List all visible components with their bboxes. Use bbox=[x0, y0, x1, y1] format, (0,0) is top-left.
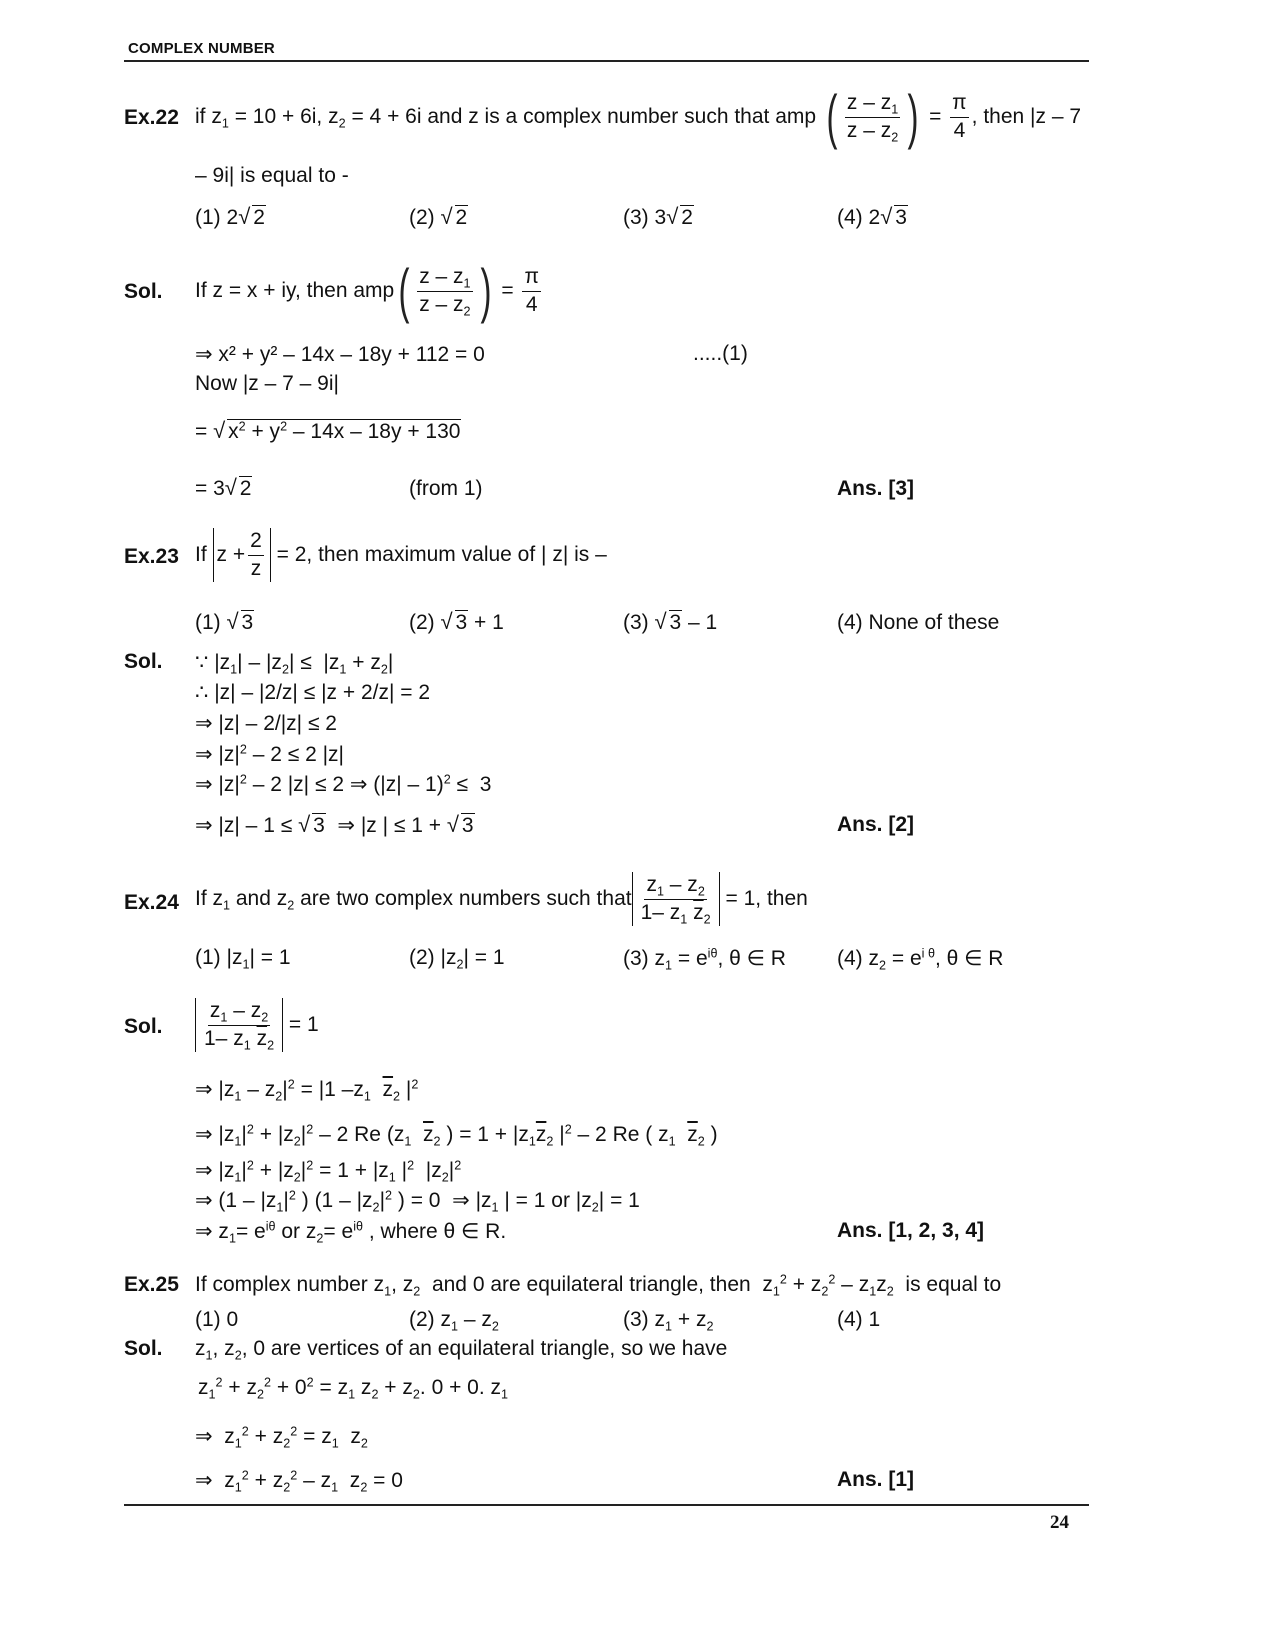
equation-tag: .....(1) bbox=[693, 342, 748, 365]
solution-line: ⇒ $|z_1|^2 + |z_2|^2 - 2$ Re ($z_1$ $\overline{z}_2$ ) = $1 + |z_1\overline{z}_2$ $|^2 - 2$ Re ( $z_1$ $\overline{z}_2$ ) bbox=[195, 1122, 718, 1149]
solution-line: ⇒ $z_1^2 + z_2^2 = z_1$ $z_2$ bbox=[195, 1424, 368, 1451]
option-1: (1) 2 √ 2 bbox=[195, 206, 266, 230]
example-label: Ex.24 bbox=[124, 891, 179, 914]
example-22-question: if $z_1 = 10 + 6i$, $z_2 = 4 + 6i$ and z is a complex number such that amp ( $\frac{z - z_1}{z - z_2}$ ) = $\frac{\pi}{4}$ , then |z – 7 bbox=[195, 83, 1082, 150]
solution-line: ⇒ $|z|^2 - 2 \le 2$ |z| bbox=[195, 742, 345, 766]
solution-line: If z = x + iy, then amp ( $\frac{z - z_1}{z - z_2}$ ) = $\frac{\pi}{4}$ bbox=[195, 257, 539, 324]
solution-line: ∴ |z| – |2/z| ≤ |z + 2/z| = 2 bbox=[195, 681, 431, 704]
solution-line: ⇒ $z_1^2 + z_2^2 - z_1$ $z_2 = 0$ bbox=[195, 1468, 403, 1495]
option-2: (2) √ 3 + 1 bbox=[409, 611, 504, 635]
solution-line: ⇒ |z| – 1 ≤ √ 3 ⇒ |z | ≤ 1 + √ 3 bbox=[195, 813, 475, 838]
option-3: (3) √ 3 – 1 bbox=[623, 611, 717, 635]
option-2: (2) $|z_2| = 1$ bbox=[409, 946, 505, 972]
option-4: (4) 2 √ 3 bbox=[837, 206, 908, 230]
solution-line: $z_1$, $z_2$, 0 are vertices of an equilateral triangle, so we have bbox=[195, 1337, 728, 1363]
question-continuation: – 9i| is equal to - bbox=[195, 164, 349, 187]
solution-line: $z_1^2 + z_2^2 + 0^2 = z_1$ $z_2 + z_2$. 0 + 0. $z_1$ bbox=[198, 1375, 509, 1402]
solution-label: Sol. bbox=[124, 1337, 163, 1360]
option-4: (4) None of these bbox=[837, 611, 1000, 634]
example-24-question: If $z_1$ and $z_2$ are two complex numbers such that $\frac{z_1 - z_2}{1- z_1 \overline{z}_2}$ = 1, then bbox=[195, 873, 808, 926]
page-number: 24 bbox=[1050, 1512, 1069, 1533]
solution-label: Sol. bbox=[124, 280, 163, 303]
option-3: (3) 3 √ 2 bbox=[623, 206, 694, 230]
option-4: (4) $z_2 = e^{i \theta}$, θ ∈ R bbox=[837, 946, 1004, 973]
example-label: Ex.22 bbox=[124, 106, 179, 129]
solution-line: ⇒ $|z_1|^2 + |z_2|^2 = 1 + |z_1$ $|^2$ $|z_2|^2$ bbox=[195, 1158, 462, 1185]
solution-label: Sol. bbox=[124, 650, 163, 673]
option-2: (2) √ 2 bbox=[409, 206, 468, 230]
answer: Ans. [1, 2, 3, 4] bbox=[837, 1219, 985, 1242]
answer: Ans. [1] bbox=[837, 1468, 915, 1491]
example-23-question: If z + $\frac{2}{z}$ = 2, then maximum value of | z| is – bbox=[195, 522, 607, 588]
solution-line: ∵ $|z_1| - |z_2| \le |z_1 + z_2|$ bbox=[195, 651, 394, 677]
example-label: Ex.23 bbox=[124, 545, 179, 568]
option-2: (2) $z_1 - z_2$ bbox=[409, 1308, 499, 1334]
solution-line: = √ $x^2 + y^2 - 14x - 18y + 130$ bbox=[195, 420, 461, 444]
solution-note: (from 1) bbox=[409, 477, 483, 500]
option-1: (1) $|z_1| = 1$ bbox=[195, 946, 291, 972]
solution-line: ⇒ $|z|^2 - 2$ |z| ≤ 2 ⇒ (|z| – 1)$^2$ ≤ 3 bbox=[195, 772, 492, 796]
solution-line: ⇒ x² + y² – 14x – 18y + 112 = 0 bbox=[195, 343, 485, 366]
option-1: (1) 0 bbox=[195, 1308, 239, 1331]
option-4: (4) 1 bbox=[837, 1308, 881, 1331]
running-header: COMPLEX NUMBER bbox=[128, 40, 275, 57]
solution-label: Sol. bbox=[124, 1015, 163, 1038]
example-label: Ex.25 bbox=[124, 1273, 179, 1296]
header-rule bbox=[124, 60, 1089, 62]
solution-line: ⇒ $|z_1 - z_2|^2 = |1$ $-z_1$ $\overline{z}_2$ $|^2$ bbox=[195, 1077, 419, 1104]
option-3: (3) $z_1 + z_2$ bbox=[623, 1308, 714, 1334]
solution-line: ⇒ |z| – 2/|z| ≤ 2 bbox=[195, 712, 337, 735]
option-1: (1) √ 3 bbox=[195, 611, 254, 635]
solution-line: $\frac{z_1 - z_2}{1- z_1 \overline{z}_2}$ = 1 bbox=[195, 992, 319, 1058]
option-3: (3) $z_1 = e^{i\theta}$, θ ∈ R bbox=[623, 946, 786, 973]
amp-fraction: ( $\frac{z - z_1}{z - z_2}$ ) bbox=[826, 83, 919, 150]
solution-line: = 3 √ 2 bbox=[195, 477, 252, 501]
answer: Ans. [2] bbox=[837, 813, 915, 836]
footer-rule bbox=[124, 1504, 1089, 1506]
solution-line: ⇒ ($1 - |z_1|^2$ ) ($1 - |z_2|^2$ ) = 0 ⇒ $|z_1$ | = 1 or $|z_2| = 1$ bbox=[195, 1188, 640, 1215]
solution-line: ⇒ $z_1= e^{i\theta}$ or $z_2= e^{i\theta}$ , where θ ∈ R. bbox=[195, 1219, 507, 1246]
example-25-question: If complex number $z_1$, $z_2$ and 0 are equilateral triangle, then $z_1^2 + z_2^2 - z_1z_2$ is equal to bbox=[195, 1272, 1002, 1299]
answer: Ans. [3] bbox=[837, 477, 915, 500]
solution-line: Now |z – 7 – 9i| bbox=[195, 372, 339, 395]
